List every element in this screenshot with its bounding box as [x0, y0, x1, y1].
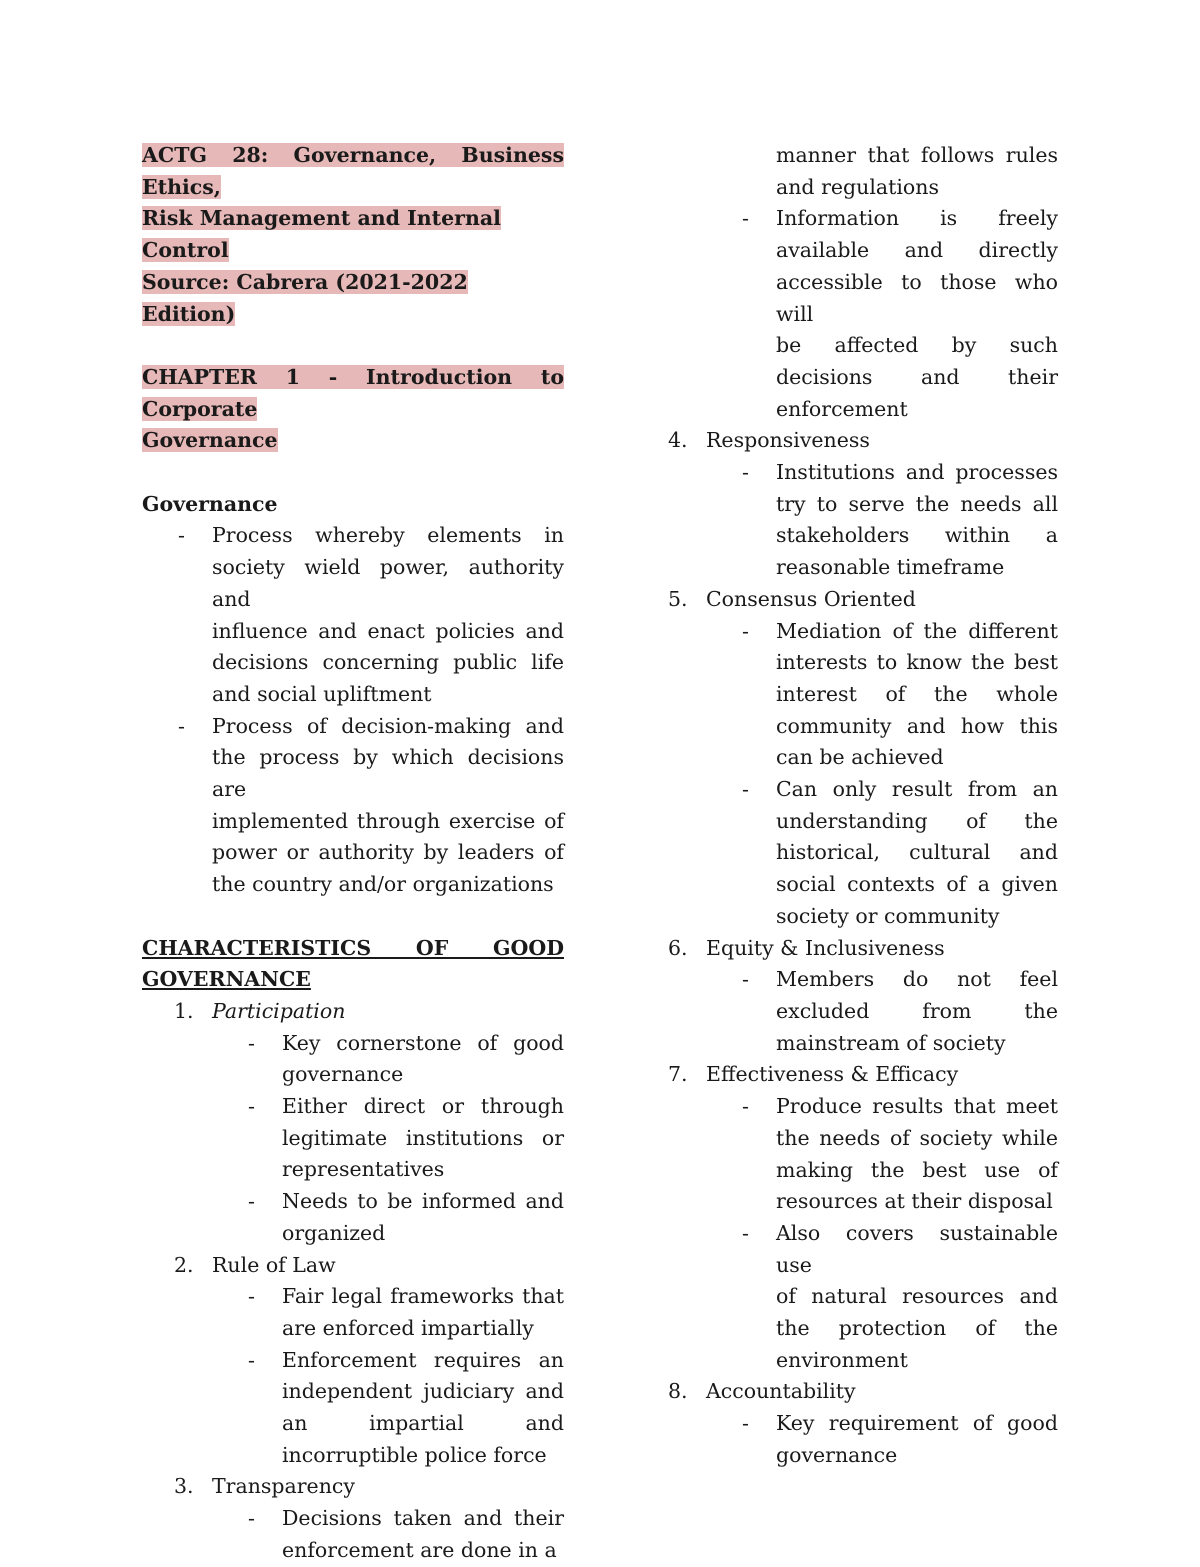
dash-bullet-icon: -	[178, 523, 185, 548]
bullet-item	[668, 774, 1058, 933]
list-number: 6.	[668, 935, 688, 960]
list-number: 5.	[668, 586, 688, 611]
characteristic-label: Rule of Law	[212, 1252, 336, 1277]
text-line: Institutions and processes	[776, 460, 1058, 485]
document-title-line1: ACTG 28: Governance, Business Ethics,	[142, 143, 564, 199]
dash-bullet-icon: -	[742, 206, 749, 231]
chapter-title-line1: CHAPTER 1 - Introduction to Corporate	[142, 364, 564, 421]
text-line: power or authority by leaders of	[212, 840, 564, 865]
document-title-line2: Risk Management and Internal Control	[142, 206, 501, 263]
bullet-item	[142, 520, 564, 710]
text-line: enforcement	[776, 396, 908, 421]
text-line: Mediation of the different	[776, 618, 1058, 643]
text-line: an impartial and	[282, 1411, 564, 1436]
left-column	[142, 140, 564, 1567]
text-line: the process by which decisions are	[212, 745, 564, 802]
dash-bullet-icon: -	[248, 1347, 255, 1372]
bullet-item	[142, 1345, 564, 1472]
text-line: environment	[776, 1347, 908, 1372]
bullet-item	[668, 616, 1058, 775]
text-line: interests to know the best	[776, 650, 1058, 675]
characteristic-title	[142, 1471, 564, 1503]
text-line: Produce results that meet	[776, 1094, 1058, 1119]
text-line: stakeholders within a	[776, 523, 1058, 548]
text-line: manner that follows rules	[776, 143, 1058, 167]
text-line: influence and enact policies and	[212, 618, 564, 643]
bullet-item	[142, 1091, 564, 1186]
text-line: Also covers sustainable use	[776, 1220, 1058, 1277]
dash-bullet-icon: -	[742, 1094, 749, 1119]
characteristic-title	[668, 933, 1058, 965]
governance-bullets	[142, 520, 564, 900]
document-source: Source: Cabrera (2021-2022 Edition)	[142, 269, 468, 326]
list-number: 4.	[668, 428, 688, 453]
bullet-item	[668, 203, 1058, 425]
text-line: available and directly	[776, 238, 1058, 263]
bullet-item	[142, 1028, 564, 1091]
text-line: the needs of society while	[776, 1125, 1058, 1150]
text-line: and regulations	[776, 174, 939, 199]
numbered-characteristic	[668, 1376, 1058, 1471]
right-column-content	[668, 140, 1058, 1472]
bullet-item	[142, 1503, 564, 1566]
text-line: Members do not feel	[776, 967, 1058, 992]
dash-bullet-icon: -	[248, 1189, 255, 1214]
bullet-item	[668, 964, 1058, 1059]
text-line: accessible to those who will	[776, 269, 1058, 326]
text-line: the country and/or organizations	[212, 872, 554, 897]
text-line: and social upliftment	[212, 681, 432, 706]
dash-bullet-icon: -	[248, 1284, 255, 1309]
dash-bullet-icon: -	[248, 1094, 255, 1119]
characteristic-label: Responsiveness	[706, 428, 870, 453]
dash-bullet-icon: -	[248, 1506, 255, 1531]
characteristics-heading-line1: CHARACTERISTICS OF GOOD	[142, 935, 564, 960]
bullet-item	[142, 1281, 564, 1344]
text-line: resources at their disposal	[776, 1189, 1053, 1214]
bullet-item	[142, 1186, 564, 1249]
list-number: 2.	[174, 1252, 194, 1277]
numbered-characteristic	[142, 1250, 564, 1472]
text-line: decisions concerning public life	[212, 650, 564, 675]
text-line: reasonable timeframe	[776, 555, 1005, 580]
text-line: interest of the whole	[776, 681, 1058, 706]
bullet-item	[668, 1218, 1058, 1377]
chapter-title-line2: Governance	[142, 428, 278, 453]
characteristic-title	[142, 996, 564, 1028]
text-line: Can only result from an	[776, 777, 1058, 802]
dash-bullet-icon: -	[178, 713, 185, 738]
numbered-characteristic	[142, 996, 564, 1250]
text-line: mainstream of society	[776, 1030, 1006, 1055]
text-line: making the best use of	[776, 1157, 1058, 1182]
list-number: 3.	[174, 1474, 194, 1499]
text-line: the protection of the	[776, 1316, 1058, 1341]
transparency-continuation	[668, 140, 1058, 203]
characteristic-label: Effectiveness & Efficacy	[706, 1062, 959, 1087]
characteristic-title	[142, 1250, 564, 1282]
text-line: understanding of the	[776, 808, 1058, 833]
text-line: are enforced impartially	[282, 1315, 534, 1340]
text-line: try to serve the needs all	[776, 491, 1058, 516]
characteristic-label: Equity & Inclusiveness	[706, 935, 945, 960]
text-line: social contexts of a given	[776, 872, 1058, 897]
text-line: enforcement are done in a	[282, 1537, 557, 1562]
characteristic-title	[668, 1059, 1058, 1091]
characteristics-list	[142, 996, 564, 1567]
bullet-item	[668, 457, 1058, 584]
text-line: be affected by such	[776, 333, 1058, 358]
text-line: Enforcement requires an	[282, 1347, 564, 1372]
bullet-item	[668, 1408, 1058, 1471]
dash-bullet-icon: -	[742, 1411, 749, 1436]
dash-bullet-icon: -	[248, 1030, 255, 1055]
text-line: implemented through exercise of	[212, 808, 564, 833]
text-line: Process of decision-making and	[212, 713, 564, 738]
numbered-characteristic	[142, 1471, 564, 1566]
characteristic-label: Participation	[212, 998, 346, 1023]
text-line: decisions and their	[776, 364, 1058, 389]
text-line: excluded from the	[776, 998, 1058, 1023]
numbered-characteristic	[668, 1059, 1058, 1376]
characteristics-heading-line2: GOVERNANCE	[142, 967, 311, 992]
dash-bullet-icon: -	[742, 618, 749, 643]
dash-bullet-icon: -	[742, 460, 749, 485]
text-line: Decisions taken and their	[282, 1506, 564, 1531]
list-number: 8.	[668, 1379, 688, 1404]
bullet-item	[668, 1091, 1058, 1218]
list-number: 1.	[174, 998, 194, 1023]
text-line: of natural resources and	[776, 1284, 1058, 1309]
dash-bullet-icon: -	[742, 967, 749, 992]
text-line: organized	[282, 1220, 386, 1245]
text-line: independent judiciary and	[282, 1379, 564, 1404]
text-line: Key cornerstone of good	[282, 1030, 564, 1055]
text-line: Key requirement of good	[776, 1411, 1058, 1436]
text-line: legitimate institutions or	[282, 1125, 564, 1150]
numbered-characteristic	[668, 584, 1058, 933]
text-line: governance	[282, 1062, 404, 1087]
text-line: Process whereby elements in	[212, 523, 564, 548]
dash-bullet-icon: -	[742, 777, 749, 802]
characteristic-title	[668, 1376, 1058, 1408]
characteristic-label: Transparency	[212, 1474, 355, 1499]
characteristic-label: Consensus Oriented	[706, 586, 916, 611]
text-line: Either direct or through	[282, 1094, 564, 1119]
dash-bullet-icon: -	[742, 1220, 749, 1245]
text-line: community and how this	[776, 713, 1058, 738]
governance-heading: Governance	[142, 491, 278, 516]
characteristic-label: Accountability	[706, 1379, 856, 1404]
bullet-item	[142, 711, 564, 901]
list-number: 7.	[668, 1062, 688, 1087]
text-line: representatives	[282, 1157, 445, 1182]
text-line: society or community	[776, 903, 1000, 928]
text-line: society wield power, authority and	[212, 555, 564, 611]
text-line: historical, cultural and	[776, 840, 1058, 865]
numbered-characteristic	[668, 425, 1058, 584]
text-line: governance	[776, 1442, 898, 1467]
text-line: Fair legal frameworks that	[282, 1284, 564, 1309]
right-column	[668, 140, 1058, 1472]
characteristic-title	[668, 584, 1058, 616]
text-line: incorruptible police force	[282, 1442, 547, 1467]
text-line: Information is freely	[776, 206, 1058, 231]
text-line: can be achieved	[776, 745, 944, 770]
text-line: Needs to be informed and	[282, 1189, 564, 1214]
characteristic-title	[668, 425, 1058, 457]
numbered-characteristic	[668, 933, 1058, 1060]
